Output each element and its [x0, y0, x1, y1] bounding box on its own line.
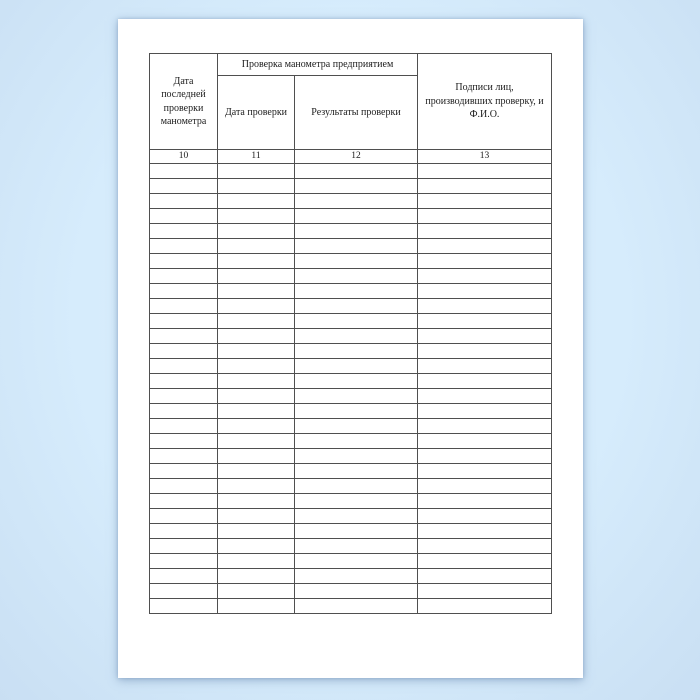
empty-cell: [418, 344, 552, 359]
empty-cell: [295, 329, 418, 344]
empty-cell: [218, 224, 295, 239]
empty-cell: [295, 599, 418, 614]
empty-row: [150, 524, 552, 539]
empty-cell: [418, 299, 552, 314]
empty-cell: [418, 359, 552, 374]
empty-cell: [150, 524, 218, 539]
empty-cell: [218, 554, 295, 569]
empty-row: [150, 284, 552, 299]
table-header: [150, 54, 552, 164]
empty-cell: [150, 269, 218, 284]
empty-cell: [295, 479, 418, 494]
empty-cell: [150, 494, 218, 509]
empty-cell: [418, 494, 552, 509]
empty-cell: [218, 404, 295, 419]
column-numbers-row: [150, 150, 552, 164]
empty-cell: [150, 554, 218, 569]
empty-row: [150, 329, 552, 344]
empty-row: [150, 344, 552, 359]
empty-cell: [150, 404, 218, 419]
empty-cell: [418, 434, 552, 449]
empty-cell: [150, 359, 218, 374]
empty-cell: [418, 569, 552, 584]
header-last-check-date: Дата последней проверки манометра: [150, 54, 218, 150]
empty-cell: [295, 509, 418, 524]
empty-cell: [218, 284, 295, 299]
empty-cell: [150, 539, 218, 554]
empty-cell: [150, 464, 218, 479]
empty-cell: [218, 464, 295, 479]
empty-cell: [218, 194, 295, 209]
empty-cell: [295, 299, 418, 314]
header-check-results: Результаты проверки: [295, 76, 418, 150]
empty-cell: [295, 419, 418, 434]
column-number-12: 12: [295, 150, 418, 164]
empty-cell: [218, 419, 295, 434]
empty-cell: [150, 419, 218, 434]
empty-cell: [150, 179, 218, 194]
empty-row: [150, 464, 552, 479]
empty-cell: [295, 464, 418, 479]
empty-cell: [418, 419, 552, 434]
empty-cell: [150, 164, 218, 179]
empty-cell: [218, 599, 295, 614]
empty-cell: [218, 344, 295, 359]
header-group-row: [150, 54, 552, 76]
empty-row: [150, 449, 552, 464]
empty-cell: [150, 209, 218, 224]
document-page: [118, 19, 583, 678]
empty-cell: [295, 239, 418, 254]
empty-cell: [295, 554, 418, 569]
empty-cell: [295, 374, 418, 389]
empty-row: [150, 389, 552, 404]
empty-cell: [150, 389, 218, 404]
empty-row: [150, 374, 552, 389]
empty-cell: [295, 194, 418, 209]
empty-cell: [295, 359, 418, 374]
header-signatures: Подписи лиц, производивших проверку, и Ф.И.О.: [418, 54, 552, 150]
empty-cell: [418, 404, 552, 419]
empty-cell: [418, 269, 552, 284]
empty-cell: [218, 209, 295, 224]
empty-cell: [295, 389, 418, 404]
empty-cell: [218, 164, 295, 179]
empty-cell: [295, 404, 418, 419]
column-number-10: 10: [150, 150, 218, 164]
empty-row: [150, 509, 552, 524]
empty-cell: [418, 314, 552, 329]
empty-cell: [150, 584, 218, 599]
empty-cell: [295, 224, 418, 239]
empty-cell: [150, 239, 218, 254]
empty-cell: [150, 299, 218, 314]
empty-cell: [218, 389, 295, 404]
empty-cell: [418, 479, 552, 494]
empty-row: [150, 224, 552, 239]
empty-cell: [418, 194, 552, 209]
empty-cell: [150, 194, 218, 209]
empty-cell: [418, 179, 552, 194]
header-check-date: Дата проверки: [218, 76, 295, 150]
empty-row: [150, 539, 552, 554]
empty-cell: [218, 269, 295, 284]
empty-cell: [295, 569, 418, 584]
empty-cell: [295, 584, 418, 599]
empty-cell: [218, 449, 295, 464]
empty-cell: [295, 254, 418, 269]
header-enterprise-check-group: Проверка манометра предприятием: [218, 54, 418, 76]
empty-cell: [218, 254, 295, 269]
empty-cell: [295, 314, 418, 329]
empty-cell: [218, 494, 295, 509]
empty-cell: [150, 509, 218, 524]
empty-cell: [218, 434, 295, 449]
empty-cell: [218, 584, 295, 599]
table-body: [150, 164, 552, 614]
empty-cell: [418, 539, 552, 554]
empty-cell: [150, 569, 218, 584]
empty-cell: [295, 269, 418, 284]
empty-cell: [295, 209, 418, 224]
empty-cell: [295, 284, 418, 299]
empty-cell: [150, 284, 218, 299]
column-number-11: 11: [218, 150, 295, 164]
empty-cell: [418, 524, 552, 539]
empty-cell: [218, 374, 295, 389]
manometer-check-table: [149, 53, 552, 614]
empty-row: [150, 254, 552, 269]
empty-row: [150, 269, 552, 284]
empty-cell: [418, 509, 552, 524]
empty-cell: [218, 509, 295, 524]
empty-cell: [150, 479, 218, 494]
empty-cell: [418, 329, 552, 344]
empty-cell: [295, 179, 418, 194]
empty-row: [150, 419, 552, 434]
empty-cell: [295, 344, 418, 359]
empty-cell: [418, 239, 552, 254]
empty-cell: [150, 254, 218, 269]
empty-cell: [295, 494, 418, 509]
empty-cell: [418, 389, 552, 404]
empty-cell: [218, 239, 295, 254]
empty-cell: [418, 464, 552, 479]
empty-row: [150, 299, 552, 314]
empty-cell: [418, 554, 552, 569]
empty-cell: [150, 599, 218, 614]
empty-cell: [418, 164, 552, 179]
empty-cell: [218, 569, 295, 584]
empty-cell: [150, 449, 218, 464]
empty-row: [150, 554, 552, 569]
empty-cell: [295, 434, 418, 449]
empty-cell: [218, 539, 295, 554]
empty-cell: [150, 224, 218, 239]
empty-row: [150, 494, 552, 509]
empty-cell: [218, 314, 295, 329]
empty-cell: [218, 524, 295, 539]
empty-cell: [418, 374, 552, 389]
empty-cell: [218, 329, 295, 344]
empty-row: [150, 404, 552, 419]
empty-cell: [218, 479, 295, 494]
empty-row: [150, 239, 552, 254]
empty-cell: [295, 524, 418, 539]
empty-cell: [218, 179, 295, 194]
empty-cell: [295, 164, 418, 179]
empty-cell: [150, 329, 218, 344]
empty-cell: [150, 374, 218, 389]
empty-row: [150, 599, 552, 614]
empty-row: [150, 164, 552, 179]
empty-cell: [418, 599, 552, 614]
empty-row: [150, 194, 552, 209]
empty-row: [150, 179, 552, 194]
empty-cell: [418, 209, 552, 224]
empty-row: [150, 479, 552, 494]
empty-cell: [418, 284, 552, 299]
empty-cell: [418, 449, 552, 464]
empty-cell: [418, 584, 552, 599]
empty-row: [150, 359, 552, 374]
empty-row: [150, 314, 552, 329]
empty-cell: [295, 449, 418, 464]
empty-cell: [218, 299, 295, 314]
empty-cell: [150, 314, 218, 329]
column-number-13: 13: [418, 150, 552, 164]
empty-cell: [418, 254, 552, 269]
empty-row: [150, 209, 552, 224]
empty-row: [150, 434, 552, 449]
empty-cell: [295, 539, 418, 554]
empty-cell: [150, 434, 218, 449]
empty-cell: [418, 224, 552, 239]
empty-row: [150, 569, 552, 584]
empty-cell: [150, 344, 218, 359]
empty-row: [150, 584, 552, 599]
empty-cell: [218, 359, 295, 374]
